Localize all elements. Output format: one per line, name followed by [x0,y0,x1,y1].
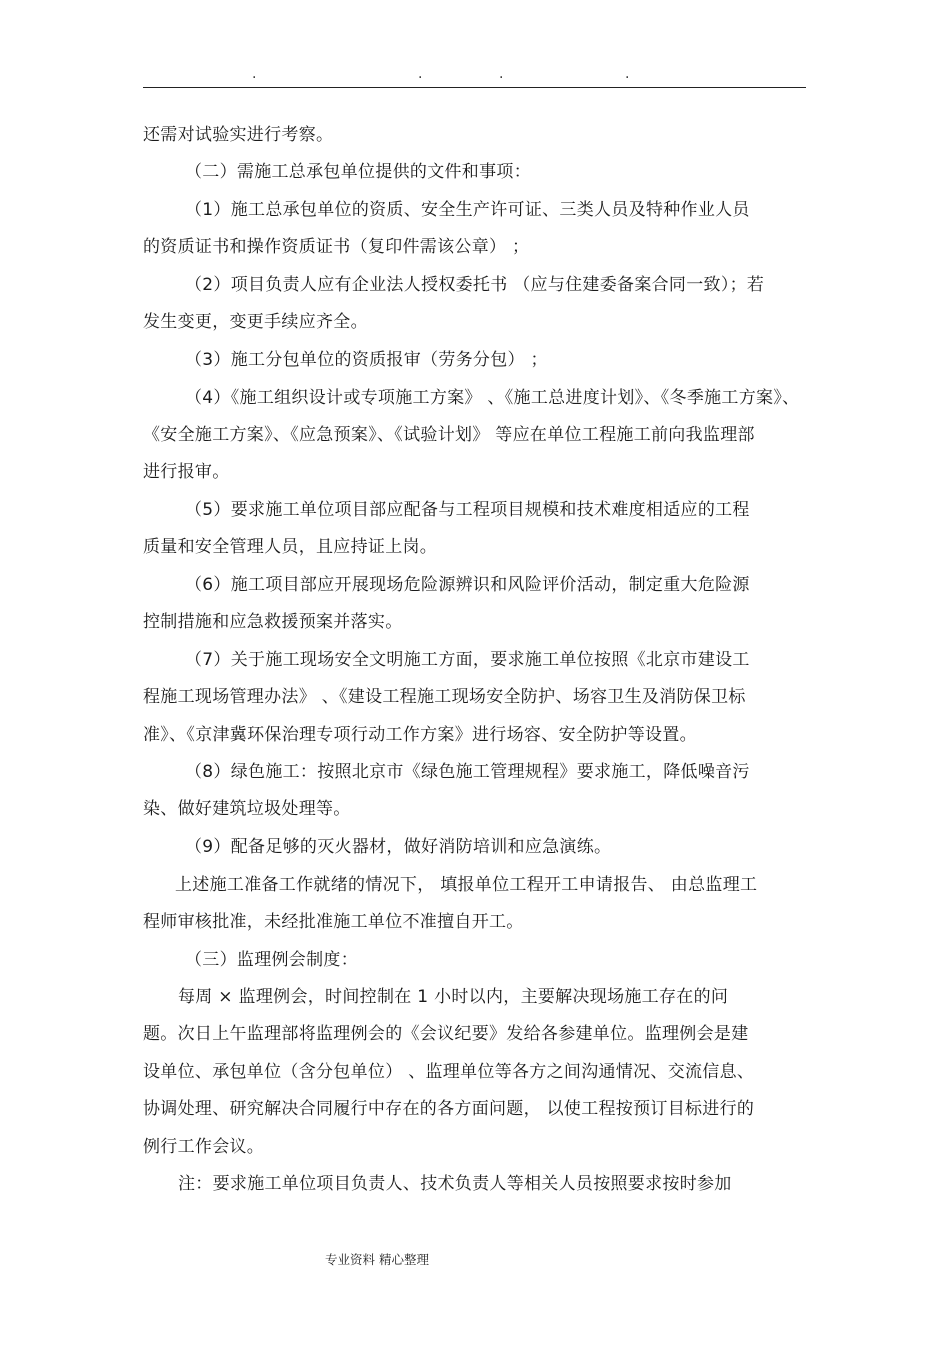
text-line: （5）要求施工单位项目部应配备与工程项目规模和技术难度相适应的工程 [185,500,750,520]
text-line: （4）《施工组织设计或专项施工方案》 、《施工总进度计划》、《冬季施工方案》、 [185,388,800,408]
text-line: （3）施工分包单位的资质报审（劳务分包） ； [185,350,548,370]
text-line: 注：要求施工单位项目负责人、技术负责人等相关人员按照要求按时参加 [178,1174,732,1194]
page-header [0,66,950,86]
header-dot: . [252,66,257,82]
text-line: （1）施工总承包单位的资质、安全生产许可证、三类人员及特种作业人员 [185,200,750,220]
text-line: （9）配备足够的灭火器材，做好消防培训和应急演练。 [185,837,612,857]
text-line: （6）施工项目部应开展现场危险源辨识和风险评价活动，制定重大危险源 [185,575,750,595]
text-line: （7）关于施工现场安全文明施工方面，要求施工单位按照《北京市建设工 [185,650,750,670]
text-line: 控制措施和应急救援预案并落实。 [143,612,403,632]
header-rule [143,87,806,88]
page-footer: 专业资料 精心整理 [325,1252,429,1267]
header-dot: . [418,66,423,82]
header-dot: . [625,66,630,82]
text-line: 还需对试验实进行考察。 [143,125,334,145]
text-line: 的资质证书和操作资质证书（复印件需该公章） ； [143,237,530,257]
text-line: 《安全施工方案》、《应急预案》、《试验计划》 等应在单位工程施工前向我监理部 [143,425,755,445]
text-line: （三）监理例会制度： [185,950,358,970]
text-line: 题。次日上午监理部将监理例会的《会议纪要》发给各参建单位。监理例会是建 [143,1024,749,1044]
text-line: 准》、《京津冀环保治理专项行动工作方案》进行场容、安全防护等设置。 [143,725,697,745]
text-line: 程师审核批准，未经批准施工单位不准擅自开工。 [143,912,524,932]
text-line: 协调处理、研究解决合同履行中存在的各方面问题， 以使工程按预订目标进行的 [143,1099,755,1119]
text-line: （二）需施工总承包单位提供的文件和事项： [185,162,531,182]
text-line: 上述施工准备工作就绪的情况下， 填报单位工程开工申请报告、 由总监理工 [175,875,758,895]
text-line: 例行工作会议。 [143,1137,265,1157]
text-line: 每周 × 监理例会，时间控制在 1 小时以内，主要解决现场施工存在的问 [178,987,729,1007]
text-line: 设单位、承包单位（含分包单位） 、监理单位等各方之间沟通情况、交流信息、 [143,1062,755,1082]
text-line: （8）绿色施工：按照北京市《绿色施工管理规程》要求施工，降低噪音污 [185,762,750,782]
text-line: 进行报审。 [143,462,230,482]
text-line: 染、做好建筑垃圾处理等。 [143,799,351,819]
header-dot: . [499,66,504,82]
text-line: 发生变更，变更手续应齐全。 [143,312,368,332]
text-line: （2）项目负责人应有企业法人授权委托书 （应与住建委备案合同一致）；若 [185,275,765,295]
text-line: 质量和安全管理人员，且应持证上岗。 [143,537,438,557]
text-line: 程施工现场管理办法》 、《建设工程施工现场安全防护、场容卫生及消防保卫标 [143,687,746,707]
